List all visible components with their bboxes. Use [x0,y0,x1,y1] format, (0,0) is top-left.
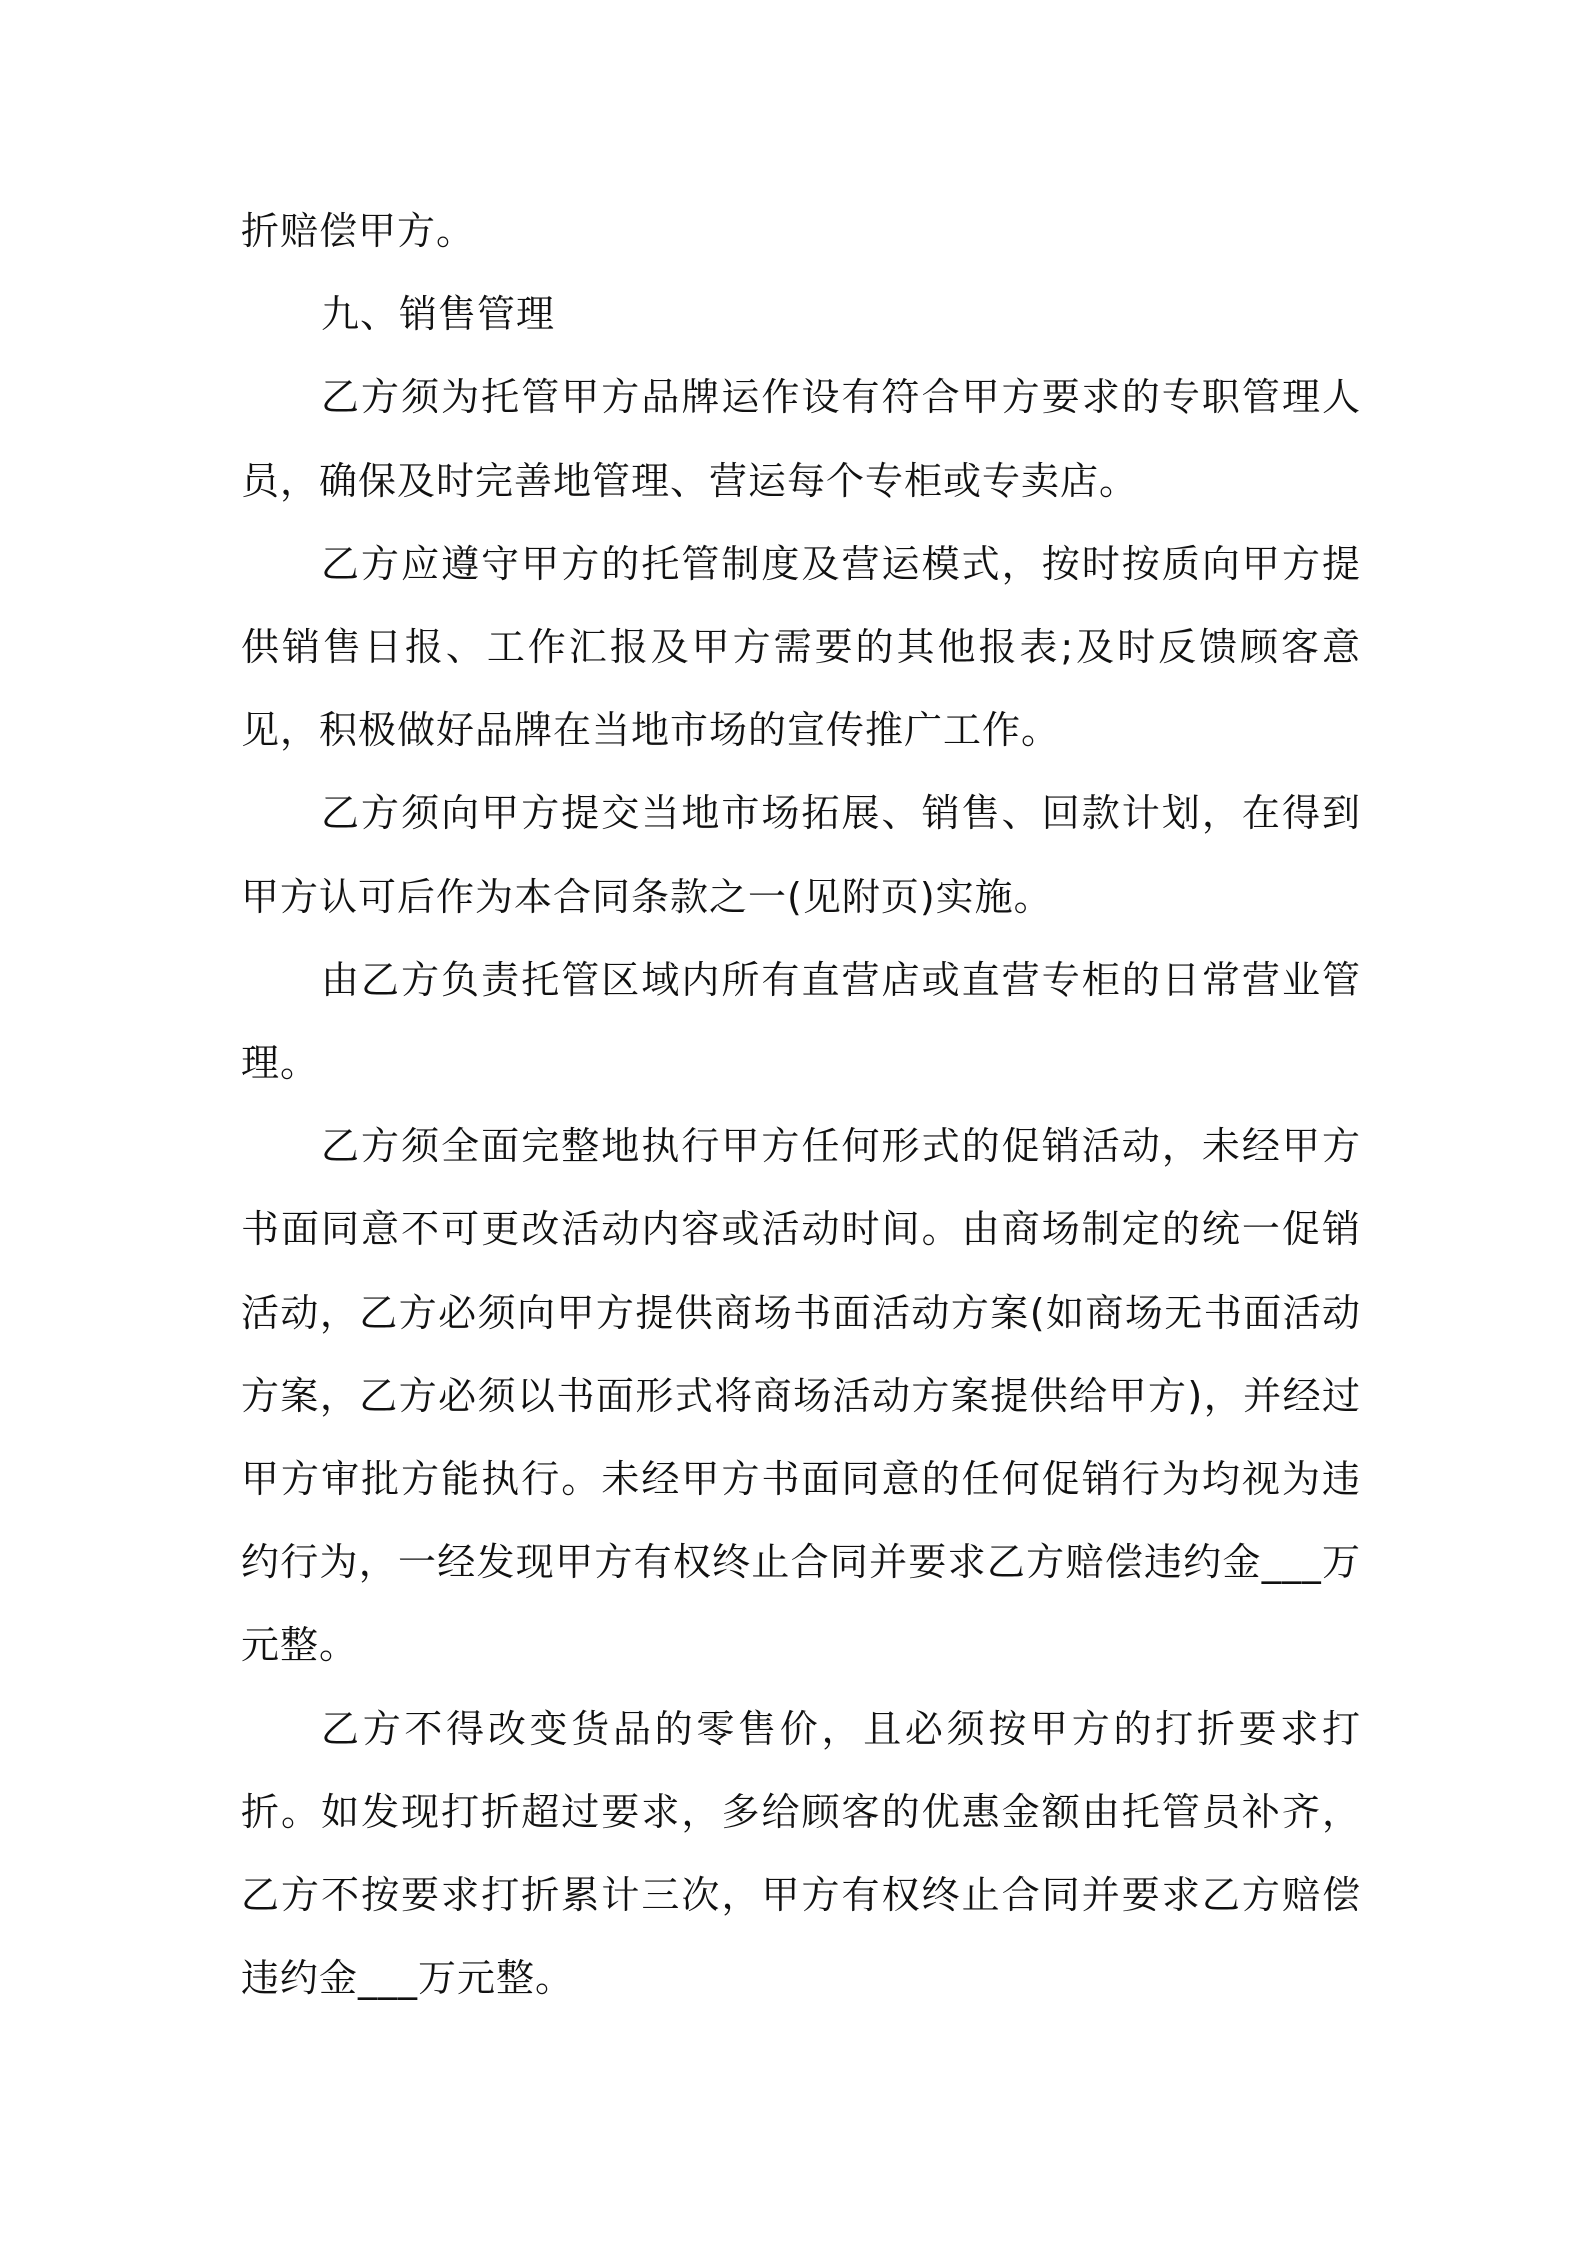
document-body [241,190,1361,2020]
paragraph-retail-price: 乙方不得改变货品的零售价，且必须按甲方的打折要求打折。如发现打折超过要求，多给顾客的优惠金额由托管员补齐，乙方不按要求打折累计三次，甲方有权终止合同并要求乙方赔偿违约金___万元整。 [241,1706,1361,2001]
paragraph-daily-operations: 由乙方负责托管区域内所有直营店或直营专柜的日常营业管理。 [241,957,1361,1086]
paragraph-promotions: 乙方须全面完整地执行甲方任何形式的促销活动，未经甲方书面同意不可更改活动内容或活动时间。由商场制定的统一促销活动，乙方必须向甲方提供商场书面活动方案(如商场无书面活动方案，乙方必须以书面形式将商场活动方案提供给甲方)，并经过甲方审批方能执行。未经甲方书面同意的任何促销行为均视为违约行为，一经发现甲方有权终止合同并要求乙方赔偿违约金___万元整。 [241,1124,1361,1668]
paragraph-dedicated-staff: 乙方须为托管甲方品牌运作设有符合甲方要求的专职管理人员，确保及时完善地管理、营运每个专柜或专卖店。 [241,375,1361,503]
section-heading-sales-management: 九、销售管理 [321,292,556,337]
paragraph-continuation: 折赔偿甲方。 [241,209,476,253]
paragraph-management-system: 乙方应遵守甲方的托管制度及营运模式，按时按质向甲方提供销售日报、工作汇报及甲方需要的其他报表;及时反馈顾客意见，积极做好品牌在当地市场的宣传推广工作。 [241,541,1361,753]
paragraph-sales-plan: 乙方须向甲方提交当地市场拓展、销售、回款计划，在得到甲方认可后作为本合同条款之一(见附页)实施。 [241,791,1361,919]
